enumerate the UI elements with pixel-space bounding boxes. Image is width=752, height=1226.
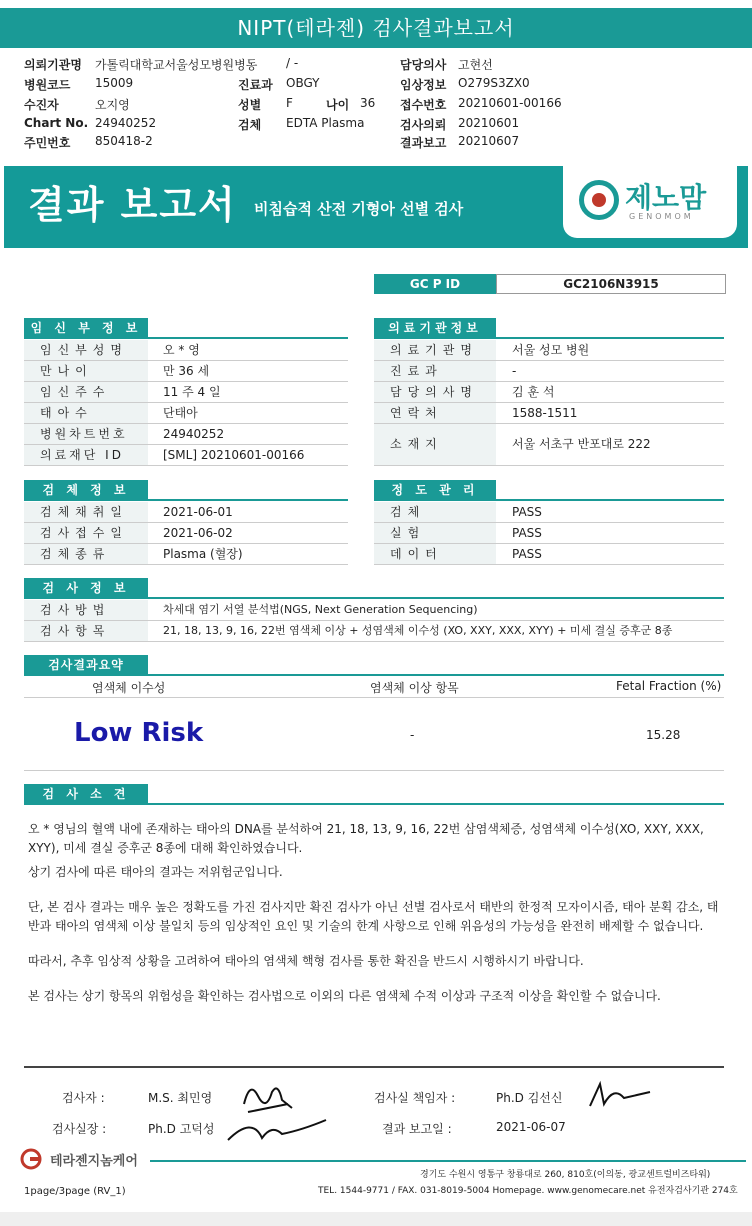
table-row [374, 361, 724, 382]
row-value: 단태아 [163, 406, 198, 420]
result-header-row [24, 676, 724, 698]
header-label: 결과보고 [400, 136, 447, 150]
row-value: PASS [512, 526, 542, 540]
row-value: 만 36 세 [163, 364, 210, 378]
banner-title: 결과 보고서 [28, 183, 237, 227]
header-label: 검체 [238, 118, 262, 132]
header-value: / - [286, 56, 299, 70]
row-value: Plasma (혈장) [163, 547, 243, 561]
header-label: 접수번호 [400, 98, 447, 112]
row-label: 검체 [374, 502, 496, 522]
row-label: 진료과 [374, 361, 496, 381]
fetal-fraction-value: 15.28 [646, 728, 681, 742]
header-label: 성별 [238, 98, 262, 112]
director-label: 검사실장 : [52, 1122, 107, 1136]
row-value: 차세대 염기 서열 분석법(NGS, Next Generation Sequencing) [163, 603, 478, 616]
page-number: 1page/3page (RV_1) [24, 1186, 126, 1197]
row-label: 검체채취일 [24, 502, 148, 522]
gcpid-value: GC2106N3915 [496, 274, 726, 294]
header-value: 850418-2 [95, 134, 153, 148]
row-value: 서울 성모 병원 [512, 343, 590, 357]
row-label: 임신주수 [24, 382, 148, 402]
row-value: 김 훈 석 [512, 385, 555, 399]
table-row [24, 424, 348, 445]
table-row [374, 544, 724, 565]
table-row [24, 621, 724, 642]
table-row [24, 600, 724, 621]
header-label: 의뢰기관명 [24, 58, 82, 72]
gcpid-label: GC P ID [374, 274, 496, 294]
header-value: 오지영 [95, 98, 130, 112]
table-row [24, 340, 348, 361]
row-label: 검체종류 [24, 544, 148, 564]
table-row [24, 361, 348, 382]
row-label: 데이터 [374, 544, 496, 564]
company-contact: TEL. 1544-9771 / FAX. 031-8019-5004 Homepage. www.genomecare.net 유전자검사기관 274호 [318, 1186, 738, 1196]
company-name: 테라젠지놈케어 [50, 1154, 138, 1169]
row-label: 병원차트번호 [24, 424, 148, 444]
row-label: 실험 [374, 523, 496, 543]
row-value: 24940252 [163, 427, 225, 441]
header-label: 병원코드 [24, 78, 71, 92]
chief-name: Ph.D 김선신 [496, 1091, 563, 1105]
abnormal-value: - [410, 728, 415, 742]
header-value: 20210607 [458, 134, 520, 148]
row-value: 21, 18, 13, 9, 16, 22번 염색체 이상 + 성염색체 이수성 (XO, XXY, XXX, XYY) + 미세 결실 증후군 8종 [163, 624, 673, 637]
header-label: 나이 [326, 98, 350, 112]
section-test-title: 검 사 정 보 [24, 578, 148, 598]
report-title: NIPT(테라젠) 검사결과보고서 [0, 8, 752, 48]
row-label: 검사항목 [24, 621, 148, 641]
col-aneuploidy: 염색체 이수성 [92, 681, 166, 695]
opinion-para: 본 검사는 상기 항목의 위험성을 확인하는 검사법으로 이외의 다른 염색체 수적 이상과 구조적 이상을 확인할 수 없습니다. [28, 989, 661, 1003]
row-label: 소재지 [374, 424, 496, 465]
header-label: 진료과 [238, 78, 273, 92]
header-value: 고현선 [458, 58, 493, 72]
logo-mark-icon [579, 180, 619, 220]
table-row [374, 382, 724, 403]
header-label: 주민번호 [24, 136, 71, 150]
chief-signature [580, 1076, 660, 1116]
row-value: 2021-06-02 [163, 526, 233, 540]
table-row [374, 340, 724, 361]
section-qc-title: 정 도 관 리 [374, 480, 496, 500]
header-value: 24940252 [95, 116, 157, 130]
header-label: 담당의사 [400, 58, 447, 72]
row-value: PASS [512, 505, 542, 519]
row-label: 태아수 [24, 403, 148, 423]
row-value: - [512, 364, 517, 378]
opinion-para: 오 * 영님의 혈액 내에 존재하는 태아의 DNA를 분석하여 21, 18, 13, 9, 16, 22번 삼염색체증, 성염색체 이수성(XO, XXY, XXX, XYY), 미세 결실 증후군 8종에 대해 확인하였습니다. [28, 822, 704, 855]
table-row [374, 424, 724, 466]
row-label: 검사방법 [24, 600, 148, 620]
table-row [24, 523, 348, 544]
header-label: 검사의뢰 [400, 118, 447, 132]
row-label: 만나이 [24, 361, 148, 381]
table-row [24, 544, 348, 565]
row-label: 의료기관명 [374, 340, 496, 360]
header-value: EDTA Plasma [286, 116, 365, 130]
col-fetal-fraction: Fetal Fraction (%) [616, 679, 722, 693]
header-value: 15009 [95, 76, 134, 90]
report-date-label: 결과 보고일 : [382, 1122, 452, 1136]
header-label: Chart No. [24, 116, 89, 130]
row-value: 1588-1511 [512, 406, 578, 420]
row-value: 2021-06-01 [163, 505, 233, 519]
company-address: 경기도 수원시 영통구 창룡대로 260, 810호(이의동, 광교센트럴비즈타워) [420, 1170, 711, 1180]
tester-name: M.S. 최민영 [148, 1091, 213, 1105]
header-value: O279S3ZX0 [458, 76, 530, 90]
col-abnormal: 염색체 이상 항목 [370, 681, 459, 695]
table-row [374, 523, 724, 544]
row-value: 11 주 4 일 [163, 385, 221, 399]
risk-result: Low Risk [74, 718, 204, 748]
company-logo-icon [20, 1148, 50, 1173]
director-name: Ph.D 고덕성 [148, 1122, 215, 1136]
section-result-title: 검사결과요약 [24, 655, 148, 675]
row-label: 임신부성명 [24, 340, 148, 360]
table-row [24, 445, 348, 466]
row-value: [SML] 20210601-00166 [163, 448, 305, 462]
row-label: 연락처 [374, 403, 496, 423]
row-label: 담당의사명 [374, 382, 496, 402]
row-label: 검사접수일 [24, 523, 148, 543]
opinion-para: 상기 검사에 따른 태아의 결과는 저위험군입니다. [28, 865, 283, 879]
section-pregnancy-title: 임 신 부 정 보 [24, 318, 148, 338]
header-value: 20210601-00166 [458, 96, 562, 110]
header-value: F [286, 96, 293, 110]
opinion-para: 단, 본 검사 결과는 매우 높은 정확도를 가진 검사지만 확진 검사가 아닌 선별 검사로서 태반의 한정적 모자이시즘, 태아 분획 감소, 태반과 태아의 염색체 이상 불일치 등의 임상적인 요인 및 기술의 한계 사항으로 인해 위음성의 가능성을 완전히 배제할 수 없습니다. [28, 900, 719, 933]
section-opinion-title: 검 사 소 견 [24, 784, 148, 804]
director-signature [222, 1110, 332, 1152]
header-value: 36 [360, 96, 376, 110]
genomom-logo: 제노맘 GENOMOM [563, 166, 737, 238]
row-value: 오 * 영 [163, 343, 200, 357]
section-specimen-title: 검 체 정 보 [24, 480, 148, 500]
report-date: 2021-06-07 [496, 1120, 566, 1134]
table-row [374, 403, 724, 424]
banner-subtitle: 비침습적 산전 기형아 선별 검사 [254, 200, 464, 218]
header-value: 가톨릭대학교서울성모병원병동 [95, 58, 258, 72]
table-row [374, 502, 724, 523]
row-label: 의료재단 ID [24, 445, 148, 465]
table-row [24, 382, 348, 403]
header-label: 수진자 [24, 98, 59, 112]
header-label: 임상정보 [400, 78, 447, 92]
table-row [24, 403, 348, 424]
section-institution-title: 의료기관정보 [374, 318, 496, 338]
table-row [24, 502, 348, 523]
chief-label: 검사실 책임자 : [374, 1091, 456, 1105]
tester-label: 검사자 : [62, 1091, 105, 1105]
header-value: OBGY [286, 76, 320, 90]
row-value: 서울 서초구 반포대로 222 [512, 437, 651, 451]
row-value: PASS [512, 547, 542, 561]
opinion-para: 따라서, 추후 임상적 상황을 고려하여 태아의 염색체 핵형 검사를 통한 확진을 반드시 시행하시기 바랍니다. [28, 954, 584, 968]
header-value: 20210601 [458, 116, 520, 130]
